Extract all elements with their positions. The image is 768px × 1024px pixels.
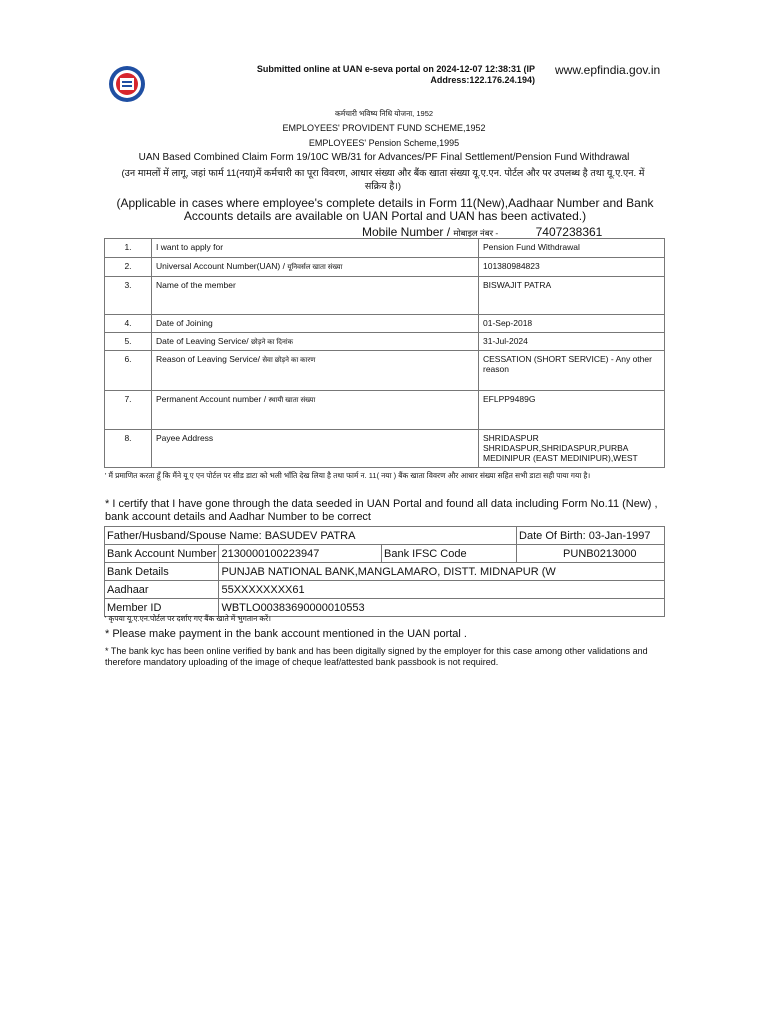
mobile-number: 7407238361 [535,225,603,239]
mobile-number-line [362,225,602,239]
payment-hindi: ' कृपया यू.ए.एन.पोर्टल पर दर्शाए गए बैंक खाते में भुगतान करें। [105,614,272,623]
row-value: 31-Jul-2024 [479,333,665,351]
father-name: Father/Husband/Spouse Name: BASUDEV PATRA [105,527,517,545]
bank-account-label: Bank Account Number [105,545,219,563]
pension-scheme-title: EMPLOYEES' Pension Scheme,1995 [308,138,460,148]
row-label: Date of Leaving Service/ छोड़ने का दिनांक [152,333,479,351]
payment-note: * Please make payment in the bank account mentioned in the UAN portal . [105,628,467,640]
bank-details-table [104,526,665,617]
mobile-label-hindi: मोबाइल नंबर - [453,228,499,238]
claim-details-table [104,238,665,468]
aadhaar-value: 55XXXXXXXX61 [219,581,665,599]
scheme-hindi: कर्मचारी भविष्य निधि योजना, 1952 [334,109,434,118]
row-value: CESSATION (SHORT SERVICE) - Any other reason [479,351,665,391]
row-number: 1. [105,239,152,258]
row-value: EFLPP9489G [479,391,665,430]
row-number: 8. [105,430,152,468]
form-title: UAN Based Combined Claim Form 19/10C WB/31 for Advances/PF Final Settlement/Pension Fund Withdrawal [138,152,630,163]
certification-hindi: ' मैं प्रमाणित करता हूँ कि मैंने यू ए एन पोर्टल पर सीड डाटा को भली भाँति देख लिया है तथा फार्म न. 11( नया ) बैंक खाता विवरण और आधार संख्या सहित सभी डाटा सही पाया गया है। [105,471,591,480]
website-link[interactable]: www.epfindia.gov.in [555,63,661,77]
table-row [105,315,665,333]
row-value: 101380984823 [479,258,665,277]
table-row [105,430,665,468]
row-label: Date of Joining [152,315,479,333]
table-row [105,333,665,351]
applicability-note: (Applicable in cases where employee's complete details in Form 11(New),Aadhaar Number and Bank Accounts details are available on UAN Portal and UAN has been activated.) [116,196,654,223]
hindi-applicability-note: (उन मामलों में लागू, जहां फार्म 11(नया)में कर्मचारी का पूरा विवरण, आधार संख्या और बैंक खाता संख्या यू.ए.एन. पोर्टल और पर उपलब्ध है तथा यू.ए.एन. में सक्रिय है।) [121,168,645,192]
ifsc-label: Bank IFSC Code [382,545,517,563]
member-id-value: WBTLO00383690000010553 [219,599,665,617]
table-row [105,527,665,545]
scheme-title: EMPLOYEES' PROVIDENT FUND SCHEME,1952 [282,123,486,133]
member-id-label: Member ID [105,599,219,617]
row-value: BISWAJIT PATRA [479,277,665,315]
table-row [105,277,665,315]
certification-text: * I certify that I have gone through the data seeded in UAN Portal and found all data including Form No.11 (New) , bank account details and Aadhar Number to be correct [105,498,658,523]
row-number: 7. [105,391,152,430]
row-value: 01-Sep-2018 [479,315,665,333]
table-row [105,351,665,391]
table-row [105,581,665,599]
row-number: 5. [105,333,152,351]
submission-info: Submitted online at UAN e-seva portal on 2024-12-07 12:38:31 (IP Address:122.176.24.194) [256,64,535,85]
row-label: Payee Address [152,430,479,468]
kyc-note: * The bank kyc has been online verified by bank and has been digitally signed by the employer for this case among other validations and therefore mandatory uploading of the image of cheque leaf/attested bank passbook is not required. [105,646,648,667]
mobile-label: Mobile Number / [362,225,451,239]
bank-details-value: PUNJAB NATIONAL BANK,MANGLAMARO, DISTT. MIDNAPUR (W [219,563,665,581]
row-value: SHRIDASPUR SHRIDASPUR,SHRIDASPUR,PURBA MEDINIPUR (EAST MEDINIPUR),WEST [479,430,665,468]
bank-details-label: Bank Details [105,563,219,581]
row-number: 3. [105,277,152,315]
row-label: Permanent Account number / स्थायी खाता संख्या [152,391,479,430]
row-label: Name of the member [152,277,479,315]
row-label: Reason of Leaving Service/ सेवा छोड़ने का कारण [152,351,479,391]
table-row [105,563,665,581]
table-row [105,545,665,563]
row-number: 2. [105,258,152,277]
table-row [105,391,665,430]
table-row [105,258,665,277]
ifsc-value: PUNB0213000 [517,545,665,563]
table-row [105,239,665,258]
row-number: 6. [105,351,152,391]
row-number: 4. [105,315,152,333]
aadhaar-label: Aadhaar [105,581,219,599]
bank-account-value: 2130000100223947 [219,545,382,563]
epfo-logo-icon [107,64,147,104]
row-label: Universal Account Number(UAN) / यूनिवर्सल खाता संख्या [152,258,479,277]
row-value: Pension Fund Withdrawal [479,239,665,258]
date-of-birth: Date Of Birth: 03-Jan-1997 [517,527,665,545]
row-label: I want to apply for [152,239,479,258]
